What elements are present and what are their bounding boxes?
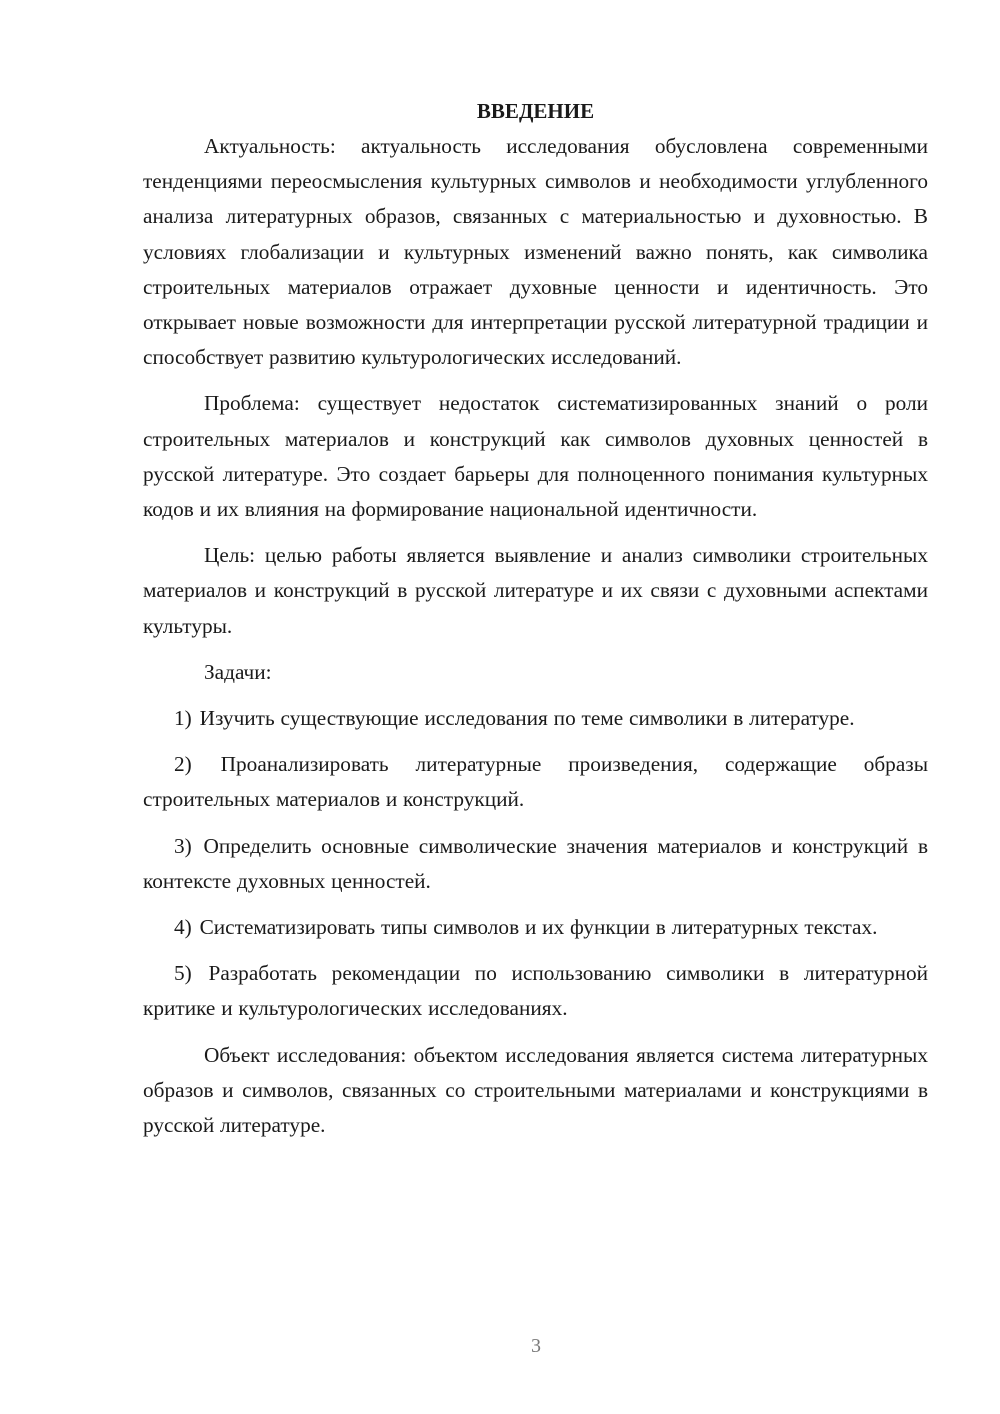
task-number: 5) [174, 961, 192, 986]
task-number: 1) [174, 706, 192, 731]
task-number: 2) [174, 752, 192, 777]
task-text: Изучить существующие исследования по теме символики в литературе. [199, 706, 855, 731]
task-text: Определить основные символические значения материалов и конструкций в контексте духовных ценностей. [143, 833, 928, 893]
task-text: Систематизировать типы символов и их функции в литературных текстах. [199, 915, 878, 940]
task-text: Проанализировать литературные произведения, содержащие образы строительных материалов и конструкций. [143, 752, 929, 812]
task-number: 3) [174, 833, 192, 858]
task-item-4 [143, 910, 928, 945]
paragraph-goal: Цель: целью работы является выявление и анализ символики строительных материалов и конструкций в русской литературе и их связи с духовными аспектами культуры. [143, 543, 928, 638]
section-heading: ВВЕДЕНИЕ [476, 99, 595, 123]
tasks-label: Задачи: [204, 659, 272, 684]
task-item-2 [143, 747, 928, 817]
task-number: 4) [174, 915, 192, 940]
paragraph-relevance: Актуальность: актуальность исследования обусловлена современными тенденциями переосмысления культурных символов и необходимости углубленного анализа литературных образов, связанных с материальностью и духовностью. В условиях глобализации и культурных изменений важно понять, как символика строительных материалов отражает духовные ценности и идентичность. Это открывает новые возможности для интерпретации русской литературной традиции и способствует развитию культурологических исследований. [143, 134, 928, 370]
task-item-5 [143, 956, 928, 1026]
task-item-3 [143, 829, 928, 899]
task-item-1 [143, 701, 928, 736]
page-content [143, 94, 928, 1154]
paragraph-object: Объект исследования: объектом исследования является система литературных образов и символов, связанных со строительными материалами и конструкциями в русской литературе. [143, 1042, 928, 1138]
page-number: 3 [531, 1335, 541, 1357]
paragraph-problem: Проблема: существует недостаток систематизированных знаний о роли строительных материалов и конструкций как символов духовных ценностей в русской литературе. Это создает барьеры для полноценного понимания культурных кодов и их влияния на формирование национальной идентичности. [143, 391, 928, 522]
task-text: Разработать рекомендации по использованию символики в литературной критике и культурологических исследованиях. [143, 961, 929, 1021]
